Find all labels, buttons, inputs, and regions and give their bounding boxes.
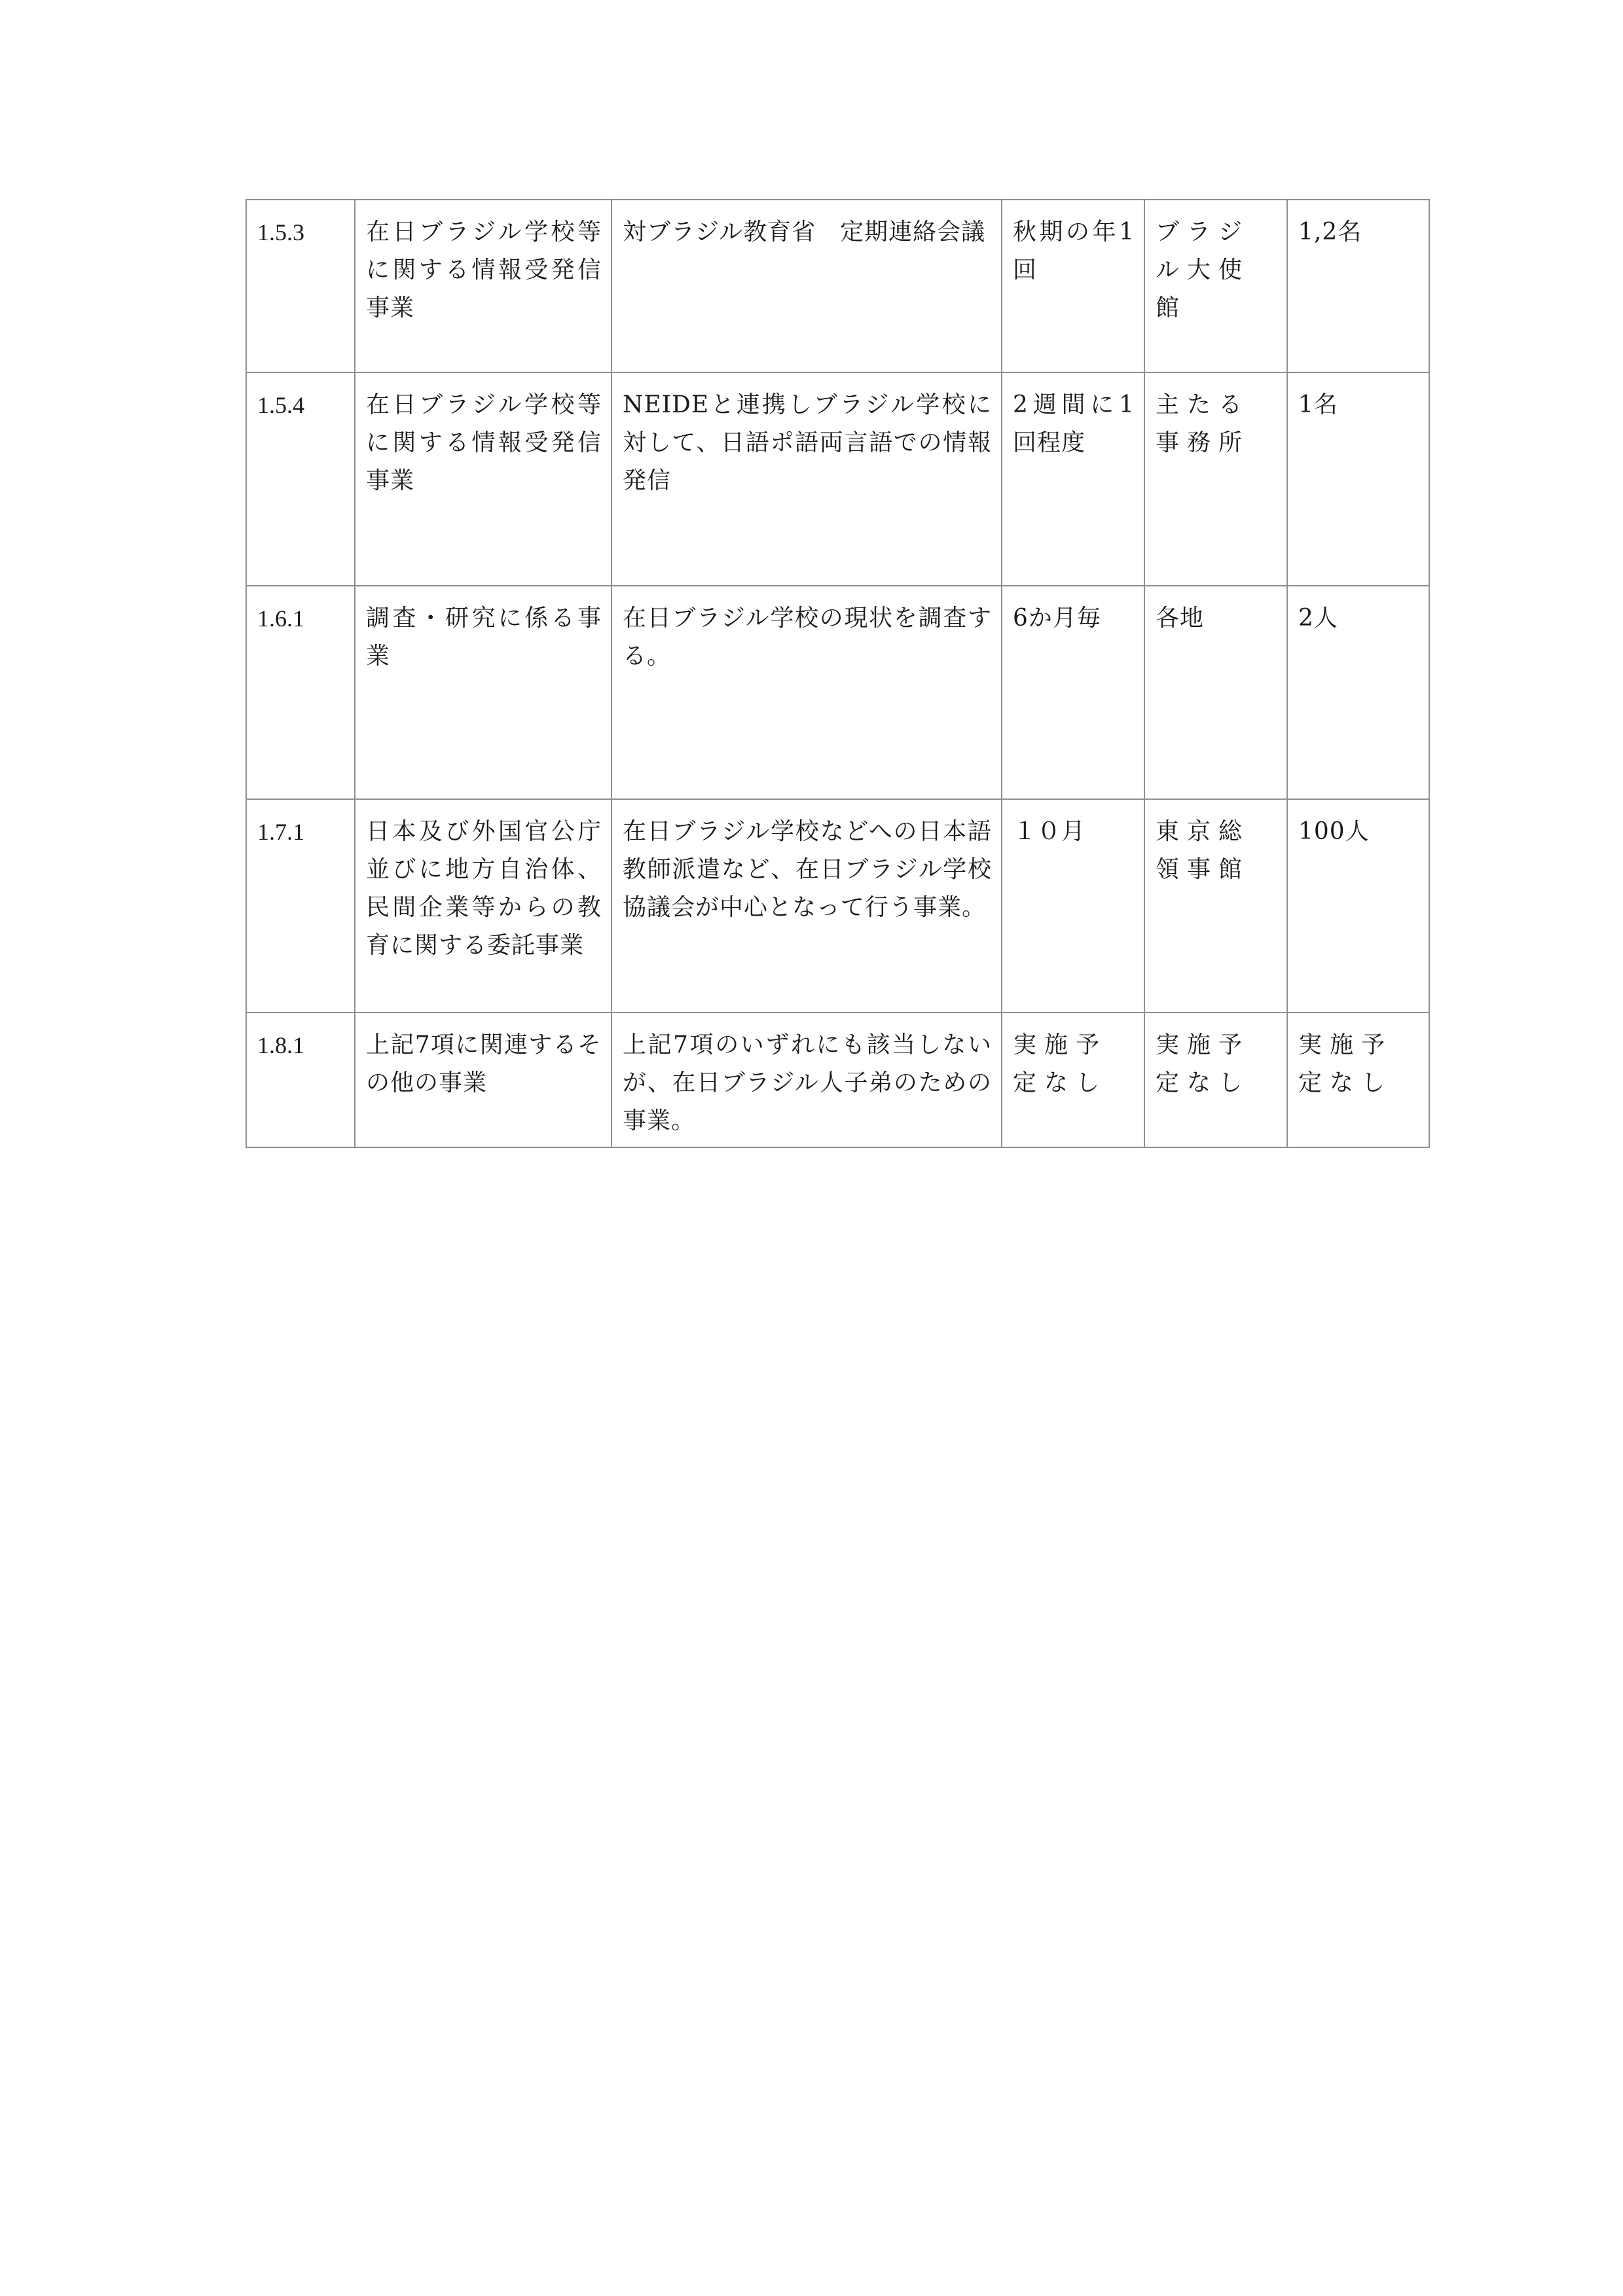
target-cell: 実施予定なし [1287, 1013, 1429, 1147]
table-row [246, 372, 1429, 586]
project-plan-table [246, 199, 1430, 1148]
content-cell: NEIDEと連携しブラジル学校に対して、日語ポ語両言語での情報発信 [611, 372, 1002, 586]
target-cell: 2人 [1287, 586, 1429, 799]
content-cell: 在日ブラジル学校などへの日本語教師派遣など、在日ブラジル学校協議会が中心となって行う事業。 [611, 799, 1002, 1013]
target-cell: 1名 [1287, 372, 1429, 586]
timing-cell: １０月 [1002, 799, 1144, 1013]
timing-cell: 秋期の年1回 [1002, 200, 1144, 372]
item-number-cell: 1.5.3 [246, 200, 355, 372]
place-cell: 実施予定なし [1144, 1013, 1287, 1147]
content-cell: 上記7項のいずれにも該当しないが、在日ブラジル人子弟のための事業。 [611, 1013, 1002, 1147]
project-name-cell: 上記7項に関連するその他の事業 [355, 1013, 611, 1147]
place-cell: ブラジル大使館 [1144, 200, 1287, 372]
timing-cell: 2週間に1回程度 [1002, 372, 1144, 586]
table-row [246, 200, 1429, 372]
target-cell: 1,2名 [1287, 200, 1429, 372]
timing-cell: 6か月毎 [1002, 586, 1144, 799]
project-name-cell: 在日ブラジル学校等に関する情報受発信事業 [355, 372, 611, 586]
project-name-cell: 在日ブラジル学校等に関する情報受発信事業 [355, 200, 611, 372]
item-number-cell: 1.7.1 [246, 799, 355, 1013]
timing-cell: 実施予定なし [1002, 1013, 1144, 1147]
place-cell: 各地 [1144, 586, 1287, 799]
table-row [246, 586, 1429, 799]
project-name-cell: 調査・研究に係る事業 [355, 586, 611, 799]
table-row [246, 799, 1429, 1013]
content-cell: 在日ブラジル学校の現状を調査する。 [611, 586, 1002, 799]
content-cell: 対ブラジル教育省 定期連絡会議 [611, 200, 1002, 372]
project-name-cell: 日本及び外国官公庁並びに地方自治体、民間企業等からの教育に関する委託事業 [355, 799, 611, 1013]
item-number-cell: 1.6.1 [246, 586, 355, 799]
item-number-cell: 1.8.1 [246, 1013, 355, 1147]
place-cell: 東京総領事館 [1144, 799, 1287, 1013]
target-cell: 100人 [1287, 799, 1429, 1013]
place-cell: 主たる事務所 [1144, 372, 1287, 586]
table-row [246, 1013, 1429, 1147]
item-number-cell: 1.5.4 [246, 372, 355, 586]
